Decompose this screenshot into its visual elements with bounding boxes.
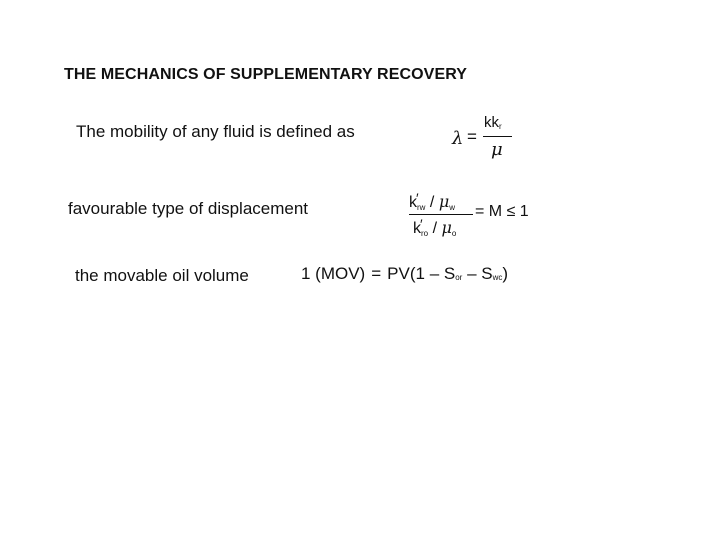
equals-sign: =: [467, 127, 477, 146]
mobility-denominator-mu: μ: [491, 139, 503, 160]
k-oil: k ′: [413, 216, 423, 237]
mobility-formula: [452, 112, 532, 172]
mobility-ratio-denominator: [413, 218, 456, 238]
numerator-kk: kk: [484, 114, 499, 131]
movable-oil-volume-formula: [301, 264, 508, 284]
slash: /: [432, 220, 438, 237]
numerator-subscript-r: r: [499, 122, 502, 131]
mobility-ratio-numerator: [409, 192, 455, 212]
subscript-ro: ro: [421, 229, 429, 238]
mu-water: μ: [438, 192, 450, 211]
equals-sign: =: [371, 264, 382, 283]
subscript-or: or: [455, 273, 463, 282]
prime-mark: ′: [416, 190, 419, 206]
slide-title: THE MECHANICS OF SUPPLEMENTARY RECOVERY: [64, 66, 468, 83]
mov-rhs-mid: – S: [462, 264, 493, 283]
movable-oil-volume-label: the movable oil volume: [75, 266, 249, 285]
subscript-o: o: [451, 229, 457, 238]
mobility-ratio-formula: [407, 190, 557, 246]
subscript-w: w: [449, 203, 455, 212]
prime-mark: ′: [420, 216, 423, 232]
slash: /: [429, 194, 435, 211]
favourable-displacement-label: favourable type of displacement: [68, 199, 309, 218]
mov-rhs-suffix: ): [502, 264, 509, 283]
k-water: k ′: [409, 190, 419, 211]
mobility-numerator: [484, 114, 502, 131]
subscript-rw: rw: [417, 203, 426, 212]
fraction-bar: [409, 214, 473, 215]
mu-oil: μ: [441, 218, 452, 237]
lambda-symbol: λ: [452, 128, 464, 149]
subscript-wc: wc: [492, 273, 503, 282]
mov-rhs-prefix: PV(1 – S: [387, 264, 456, 283]
mov-lhs: 1 (MOV): [301, 264, 366, 283]
mobility-ratio-condition: = M ≤ 1: [475, 203, 529, 220]
mobility-definition-label: The mobility of any fluid is defined as: [76, 122, 355, 141]
fraction-bar: [483, 136, 512, 137]
